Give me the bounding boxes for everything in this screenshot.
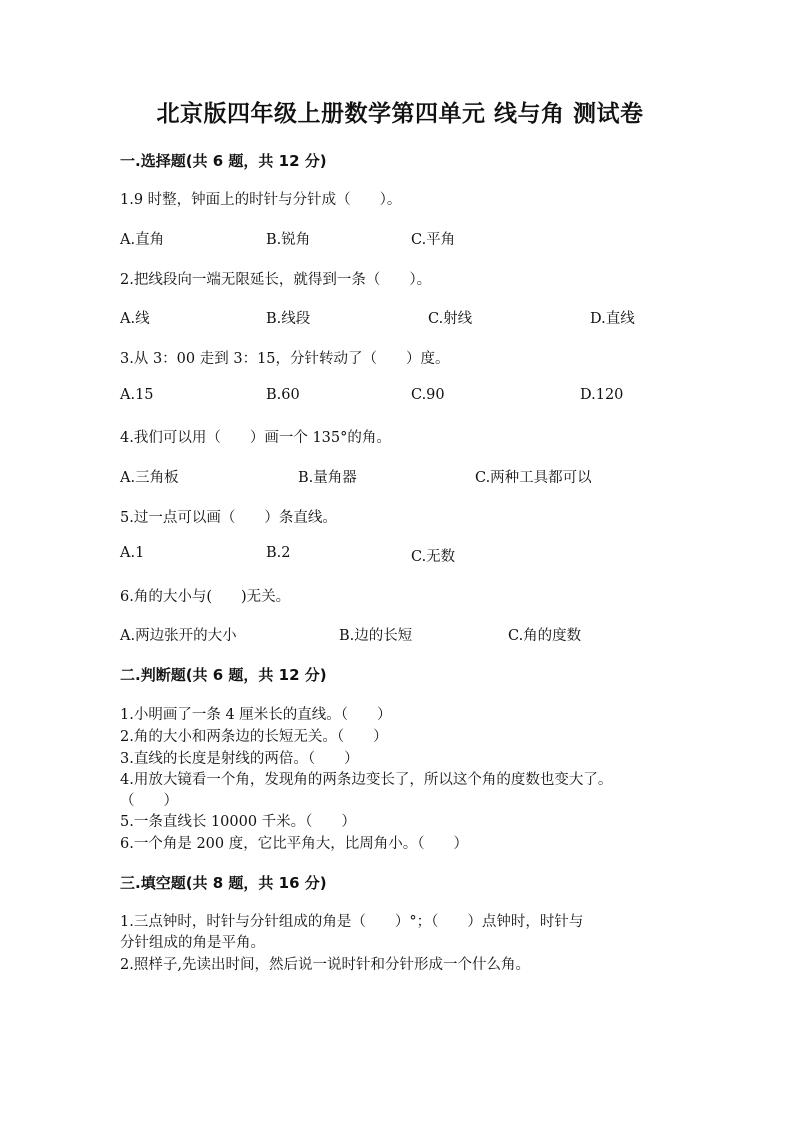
question-3-option-c: C.90	[411, 387, 445, 403]
question-2-option-a: A.线	[120, 311, 150, 327]
judgement-line-6: 6.一个角是 200 度，它比平角大，比周角小。（ ）	[120, 836, 468, 852]
fill-blank-line-1: 1.三点钟时，时针与分针组成的角是（ ）°；（ ）点钟时，时针与	[120, 914, 584, 930]
question-1-option-b: B.锐角	[266, 232, 311, 248]
question-3-option-a: A.15	[120, 387, 154, 403]
question-3-option-d: D.120	[580, 387, 624, 403]
question-4-option-a: A.三角板	[120, 470, 179, 486]
fill-blank-line-2: 2.照样子,先读出时间，然后说一说时针和分针形成一个什么角。	[120, 957, 530, 973]
question-5-option-a: A.1	[120, 545, 145, 561]
question-2-stem: 2.把线段向一端无限延长，就得到一条（ ）。	[120, 272, 432, 288]
judgement-line-2: 2.角的大小和两条边的长短无关。（ ）	[120, 729, 388, 745]
question-5-option-c: C.无数	[411, 549, 456, 565]
question-6-option-b: B.边的长短	[339, 628, 413, 644]
question-4-stem: 4.我们可以用（ ）画一个 135°的角。	[120, 430, 391, 446]
question-1-option-c: C.平角	[411, 232, 456, 248]
question-2-option-c: C.射线	[428, 311, 473, 327]
page-title: 北京版四年级上册数学第四单元 线与角 测试卷	[156, 100, 644, 127]
question-4-option-c: C.两种工具都可以	[475, 470, 592, 486]
question-5-option-b: B.2	[266, 545, 291, 561]
section-heading-choice: 一.选择题(共 6 题，共 12 分)	[120, 152, 327, 170]
question-3-stem: 3.从 3：00 走到 3：15，分针转动了（ ）度。	[120, 351, 450, 367]
fill-blank-line-1-cont: 分针组成的角是平角。	[120, 935, 265, 951]
question-1-stem: 1.9 时整，钟面上的时针与分针成（ ）。	[120, 192, 402, 208]
question-6-option-c: C.角的度数	[508, 628, 582, 644]
judgement-line-3: 3.直线的长度是射线的两倍。（ ）	[120, 751, 359, 767]
judgement-line-5: 5.一条直线长 10000 千米。（ ）	[120, 814, 356, 830]
question-6-stem: 6.角的大小与( )无关。	[120, 589, 291, 605]
section-heading-judgement: 二.判断题(共 6 题，共 12 分)	[120, 666, 327, 684]
question-4-option-b: B.量角器	[298, 470, 357, 486]
question-5-stem: 5.过一点可以画（ ）条直线。	[120, 510, 337, 526]
question-2-option-b: B.线段	[266, 311, 311, 327]
section-heading-fill-blank: 三.填空题(共 8 题，共 16 分)	[120, 874, 327, 892]
question-6-option-a: A.两边张开的大小	[120, 628, 237, 644]
judgement-line-4: 4.用放大镜看一个角，发现角的两条边变长了，所以这个角的度数也变大了。	[120, 772, 613, 788]
question-1-option-a: A.直角	[120, 232, 165, 248]
judgement-line-1: 1.小明画了一条 4 厘米长的直线。（ ）	[120, 707, 392, 723]
question-3-option-b: B.60	[266, 387, 300, 403]
judgement-line-4-blank: （ ）	[120, 793, 178, 809]
question-2-option-d: D.直线	[590, 311, 635, 327]
